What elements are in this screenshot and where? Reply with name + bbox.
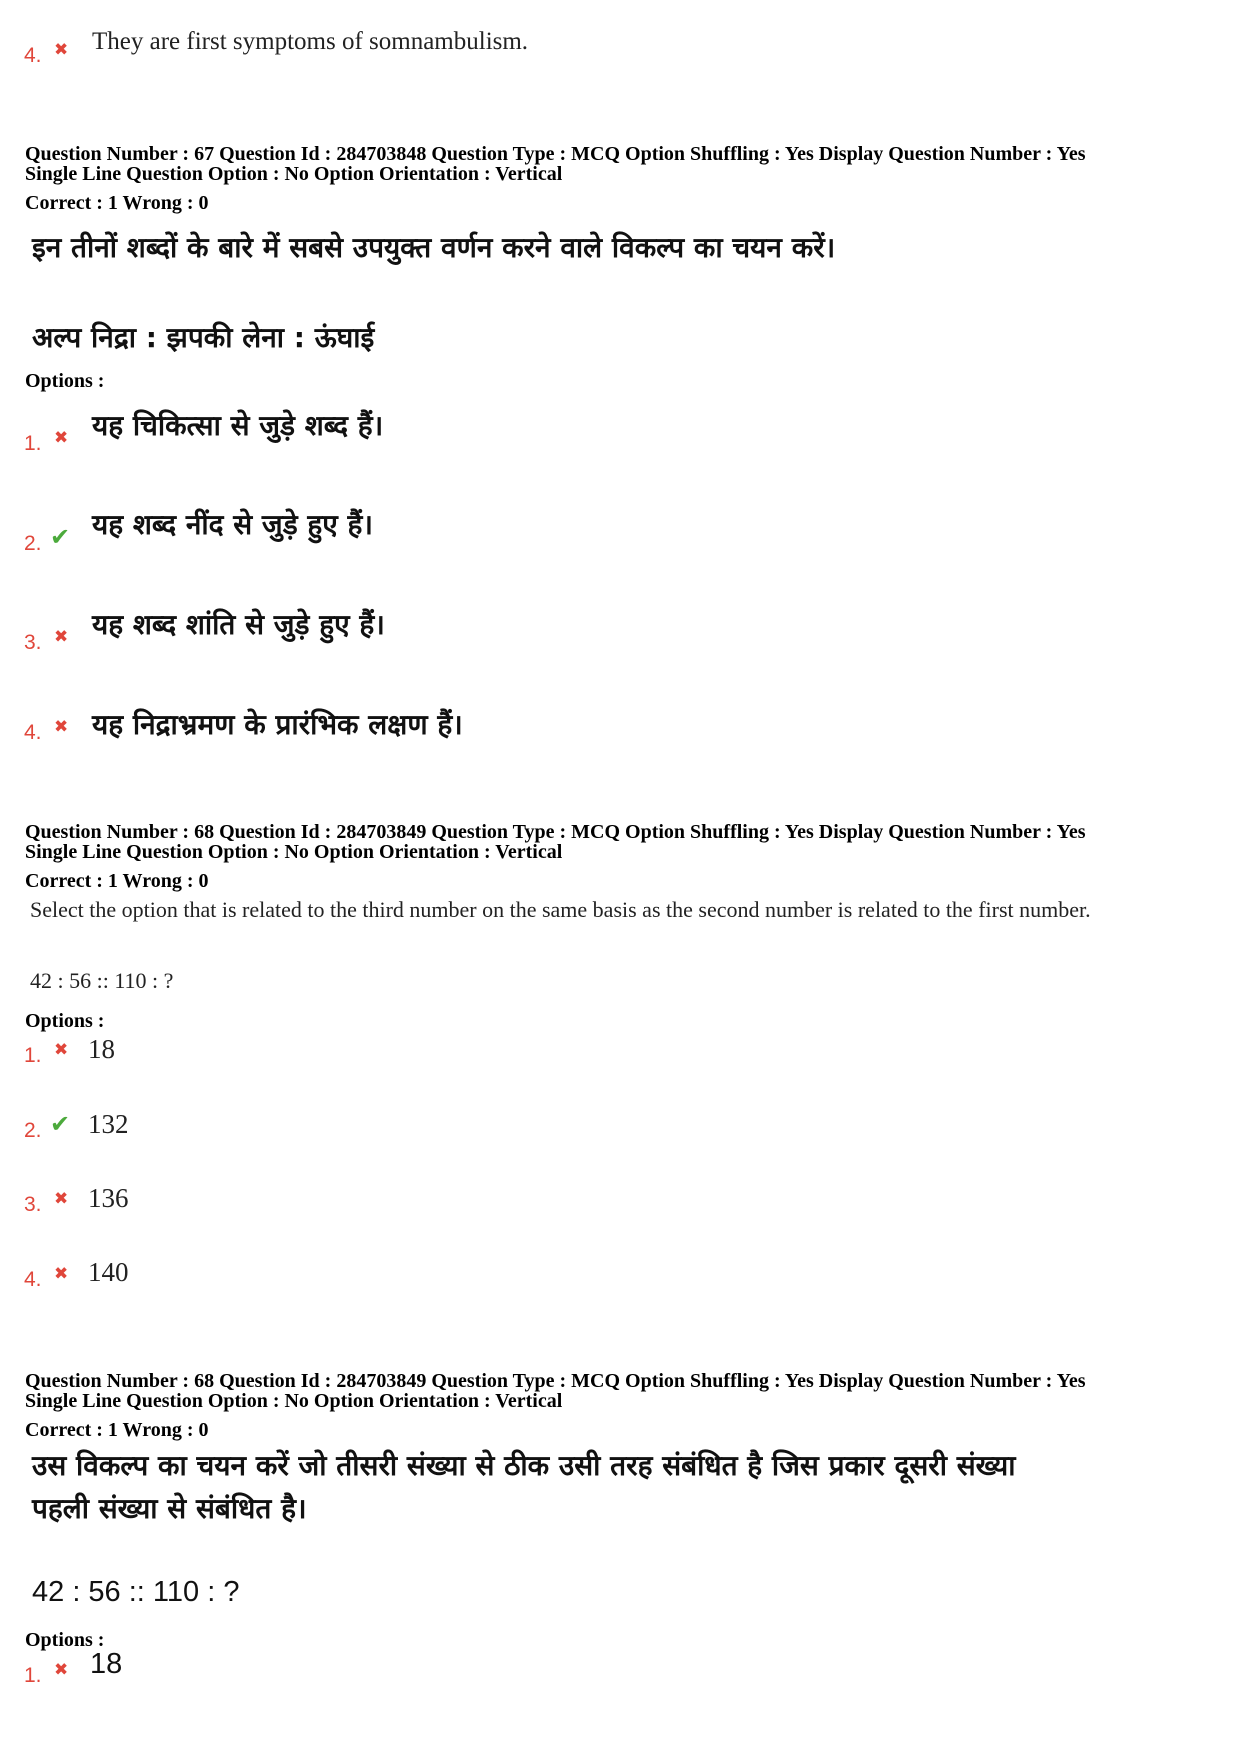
- question-text-continued: पहली संख्या से संबंधित है।: [32, 1492, 307, 1525]
- option-number: 1.: [24, 1044, 42, 1067]
- option-number: 4.: [24, 721, 42, 744]
- option-number: 2.: [24, 532, 42, 555]
- option-number: 3.: [24, 631, 42, 654]
- question-score-line: Correct : 1 Wrong : 0: [25, 192, 209, 214]
- question-meta-line1: Question Number : 68 Question Id : 284703849 Question Type : MCQ Option Shuffling : Yes Display Question Number : Yes: [25, 1370, 1086, 1392]
- question-meta-line2: Single Line Question Option : No Option Orientation : Vertical: [25, 1390, 563, 1412]
- option-text: यह शब्द शांति से जुड़े हुए हैं।: [92, 608, 385, 641]
- option-number: 4.: [24, 44, 42, 67]
- option-text: 140: [88, 1257, 129, 1287]
- option-number: 1.: [24, 1664, 42, 1687]
- question-sequence: 42 : 56 :: 110 : ?: [32, 1576, 240, 1608]
- wrong-mark-icon: ✖: [54, 40, 69, 60]
- option-text: यह निद्राभ्रमण के प्रारंभिक लक्षण हैं।: [92, 708, 463, 741]
- question-score-line: Correct : 1 Wrong : 0: [25, 870, 209, 892]
- option-text: 136: [88, 1183, 129, 1213]
- question-meta-line1: Question Number : 68 Question Id : 284703849 Question Type : MCQ Option Shuffling : Yes Display Question Number : Yes: [25, 821, 1086, 843]
- wrong-mark-icon: ✖: [54, 1264, 69, 1284]
- question-sequence: अल्प निद्रा : झपकी लेना : ऊंघाई: [32, 321, 375, 354]
- question-text: Select the option that is related to the third number on the same basis as the second number is related to the first number.: [30, 897, 1091, 922]
- option-text: यह चिकित्सा से जुड़े शब्द हैं।: [92, 409, 384, 442]
- option-number: 1.: [24, 432, 42, 455]
- question-meta-line1: Question Number : 67 Question Id : 284703848 Question Type : MCQ Option Shuffling : Yes Display Question Number : Yes: [25, 143, 1086, 165]
- option-number: 3.: [24, 1193, 42, 1216]
- correct-check-icon: ✔: [50, 523, 71, 551]
- question-score-line: Correct : 1 Wrong : 0: [25, 1419, 209, 1441]
- options-label: Options :: [25, 1010, 105, 1032]
- option-number: 4.: [24, 1268, 42, 1291]
- options-label: Options :: [25, 370, 105, 392]
- correct-check-icon: ✔: [50, 1110, 71, 1138]
- wrong-mark-icon: ✖: [54, 1660, 69, 1680]
- options-label: Options :: [25, 1629, 105, 1651]
- question-meta-line2: Single Line Question Option : No Option Orientation : Vertical: [25, 841, 563, 863]
- option-text: 132: [88, 1109, 129, 1139]
- wrong-mark-icon: ✖: [54, 1189, 69, 1209]
- wrong-mark-icon: ✖: [54, 428, 69, 448]
- option-text: यह शब्द नींद से जुड़े हुए हैं।: [92, 508, 374, 541]
- question-sequence: 42 : 56 :: 110 : ?: [30, 968, 174, 993]
- option-number: 2.: [24, 1119, 42, 1142]
- wrong-mark-icon: ✖: [54, 627, 69, 647]
- wrong-mark-icon: ✖: [54, 717, 69, 737]
- question-meta-line2: Single Line Question Option : No Option Orientation : Vertical: [25, 163, 563, 185]
- option-text: They are first symptoms of somnambulism.: [92, 28, 529, 55]
- question-text: इन तीनों शब्दों के बारे में सबसे उपयुक्त वर्णन करने वाले विकल्प का चयन करें।: [32, 231, 836, 264]
- wrong-mark-icon: ✖: [54, 1040, 69, 1060]
- option-text: 18: [88, 1034, 115, 1064]
- question-text: उस विकल्प का चयन करें जो तीसरी संख्या से ठीक उसी तरह संबंधित है जिस प्रकार दूसरी संख्या: [32, 1449, 1016, 1482]
- option-text: 18: [90, 1648, 123, 1680]
